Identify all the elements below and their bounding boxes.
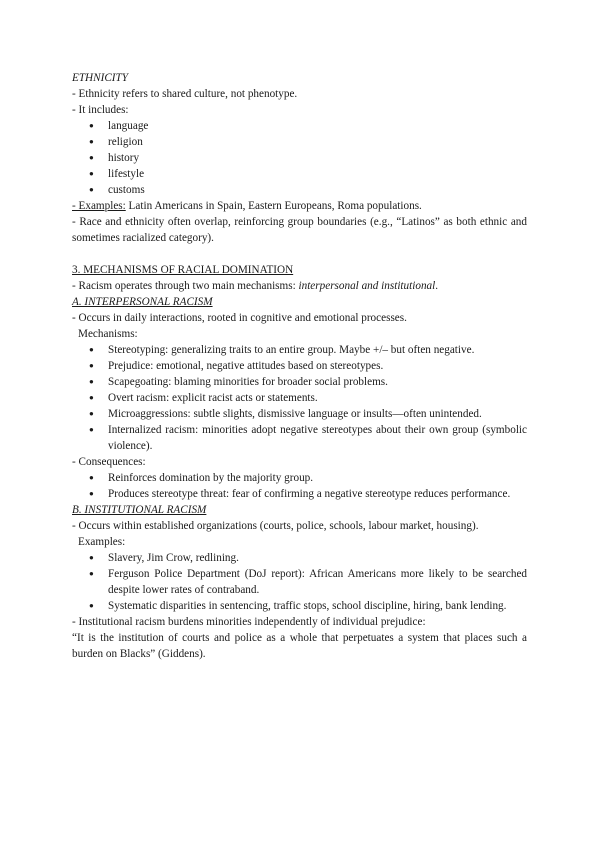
list-item: ● customs [72, 182, 527, 198]
includes-label: - It includes: [72, 104, 129, 116]
intro-italic: interpersonal and institutional [298, 280, 436, 292]
consequences-list [72, 470, 527, 502]
intro-suffix: . [435, 280, 439, 292]
institutional-heading: B. INSTITUTIONAL RACISM [72, 504, 207, 516]
list-item: ● Slavery, Jim Crow, redlining. [72, 550, 527, 566]
interpersonal-heading: A. INTERPERSONAL RACISM [72, 296, 213, 308]
includes-list [72, 118, 527, 198]
list-item: ● history [72, 150, 527, 166]
mechanisms-list [72, 342, 527, 454]
institutional-examples-list [72, 550, 527, 614]
institutional-occurs: - Occurs within established organizations (courts, police, schools, labour market, housing). [72, 520, 479, 532]
list-item: ● Internalized racism: minorities adopt negative stereotypes about their own group (symbolic violence). [72, 422, 527, 454]
examples-line [72, 198, 527, 214]
giddens-quote: “It is the institution of courts and police as a whole that perpetuates a system that places such a burden on Blacks” (Giddens). [72, 632, 527, 660]
burdens-line: - Institutional racism burdens minorities independently of individual prejudice: [72, 616, 426, 628]
intro-prefix: - Racism operates through two main mechanisms: [72, 280, 299, 292]
interpersonal-occurs: - Occurs in daily interactions, rooted in cognitive and emotional processes. [72, 312, 407, 324]
spacer [72, 246, 527, 262]
list-item: ● Ferguson Police Department (DoJ report): African Americans more likely to be searched despite lower rates of contraband. [72, 566, 527, 598]
ethnicity-heading: ETHNICITY [72, 72, 128, 84]
overlap-paragraph: - Race and ethnicity often overlap, reinforcing group boundaries (e.g., “Latinos” as both ethnic and sometimes racialized category). [72, 216, 527, 244]
list-item: ● language [72, 118, 527, 134]
examples-label-institutional: Examples: [78, 536, 126, 548]
document-page [72, 70, 527, 662]
section3-intro [72, 278, 527, 294]
list-item: ● Overt racism: explicit racist acts or statements. [72, 390, 527, 406]
list-item: ● Prejudice: emotional, negative attitudes based on stereotypes. [72, 358, 527, 374]
list-item: ● Stereotyping: generalizing traits to an entire group. Maybe +/– but often negative. [72, 342, 527, 358]
list-item: ● Microaggressions: subtle slights, dismissive language or insults—often unintended. [72, 406, 527, 422]
examples-label: - Examples: [72, 200, 126, 212]
mechanisms-label: Mechanisms: [78, 328, 138, 340]
list-item: ● Systematic disparities in sentencing, traffic stops, school discipline, hiring, bank lending. [72, 598, 527, 614]
list-item: ● Scapegoating: blaming minorities for broader social problems. [72, 374, 527, 390]
list-item: ● Reinforces domination by the majority group. [72, 470, 527, 486]
list-item: ● Produces stereotype threat: fear of confirming a negative stereotype reduces performance. [72, 486, 527, 502]
consequences-label: - Consequences: [72, 456, 146, 468]
ethnicity-definition: - Ethnicity refers to shared culture, not phenotype. [72, 88, 298, 100]
examples-text: Latin Americans in Spain, Eastern Europeans, Roma populations. [125, 200, 422, 212]
list-item: ● religion [72, 134, 527, 150]
list-item: ● lifestyle [72, 166, 527, 182]
section3-heading: 3. MECHANISMS OF RACIAL DOMINATION [72, 264, 294, 276]
